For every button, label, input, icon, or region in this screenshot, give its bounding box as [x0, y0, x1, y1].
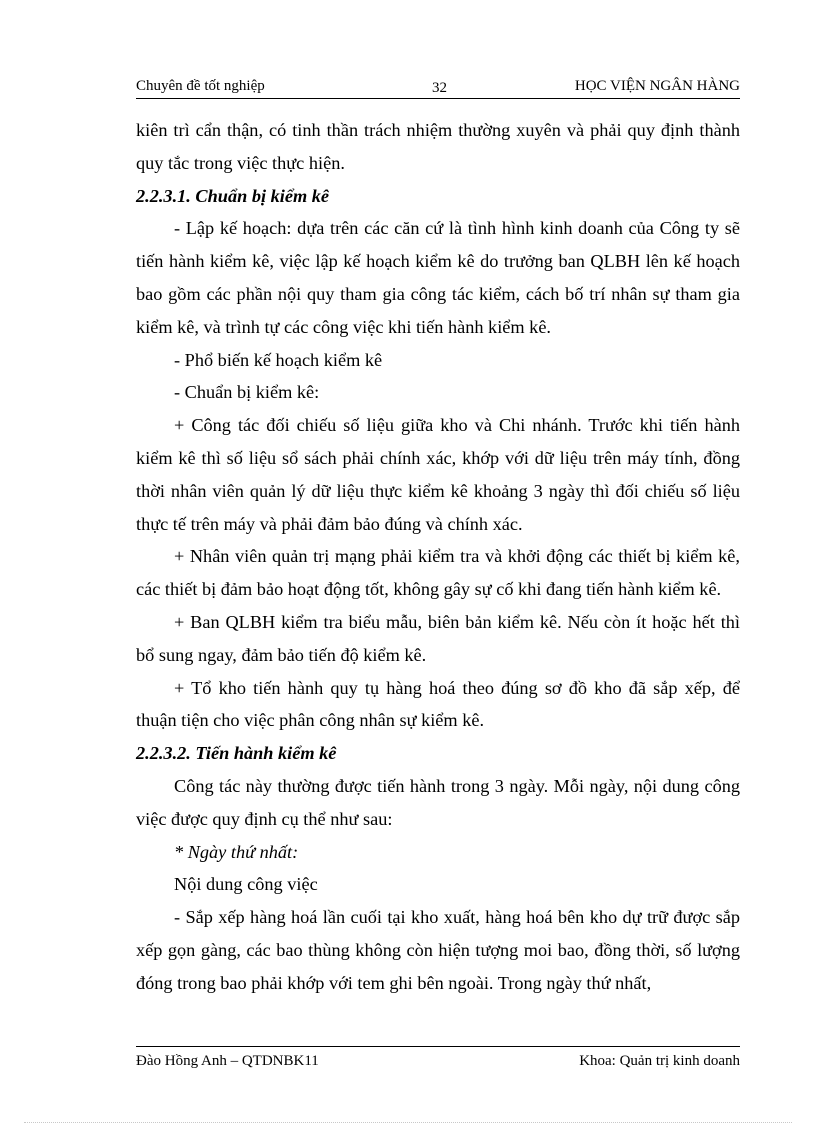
paragraph: + Nhân viên quản trị mạng phải kiểm tra và khởi động các thiết bị kiểm kê, các thiết bị đảm bảo hoạt động tốt, không gây sự cố khi đang tiến hành kiểm kê. [136, 546, 740, 600]
page-footer [136, 1046, 740, 1073]
page-header [136, 76, 740, 99]
paragraph: Công tác này thường được tiến hành trong 3 ngày. Mỗi ngày, nội dung công việc được quy định cụ thể như sau: [136, 775, 740, 829]
paragraph: Nội dung công việc [174, 874, 318, 895]
paragraph: + Tổ kho tiến hành quy tụ hàng hoá theo đúng sơ đồ kho đã sắp xếp, để thuận tiện cho việc phân công nhân sự kiểm kê. [136, 677, 740, 731]
section-heading: 2.2.3.2. Tiến hành kiểm kê [136, 743, 337, 764]
section-heading: 2.2.3.1. Chuẩn bị kiểm kê [136, 185, 329, 206]
page-number: 32 [432, 80, 447, 96]
paragraph: kiên trì cẩn thận, có tinh thần trách nhiệm thường xuyên và phải quy định thành quy tắc trong việc thực hiện. [136, 120, 740, 173]
paragraph: - Lập kế hoạch: dựa trên các căn cứ là tình hình kinh doanh của Công ty sẽ tiến hành kiểm kê, việc lập kế hoạch kiểm kê do trưởng ban QLBH lên kế hoạch bao gồm các phần nội quy tham gia công tác kiểm, cách bố trí nhân sự tham gia kiểm kê, và trình tự các công việc khi tiến hành kiểm kê. [136, 218, 740, 337]
day-label: * Ngày thứ nhất: [174, 841, 299, 862]
paragraph: - Chuẩn bị kiểm kê: [174, 382, 320, 403]
paragraph: + Ban QLBH kiểm tra biểu mẫu, biên bản kiểm kê. Nếu còn ít hoặc hết thì bổ sung ngay, đảm bảo tiến độ kiểm kê. [136, 611, 740, 665]
faculty-name: Khoa: Quản trị kinh doanh [579, 1053, 740, 1069]
paragraph: - Phổ biến kế hoạch kiểm kê [174, 349, 383, 370]
document-title: Chuyên đề tốt nghiệp [136, 78, 265, 94]
author-name: Đào Hồng Anh – QTDNBK11 [136, 1053, 319, 1069]
institution-name: HỌC VIỆN NGÂN HÀNG [574, 78, 740, 94]
paragraph: - Sắp xếp hàng hoá lần cuối tại kho xuất, hàng hoá bên kho dự trữ được sắp xếp gọn gàng, các bao thùng không còn hiện tượng moi bao, đồng thời, số lượng đóng trong bao phải khớp với tem ghi bên ngoài. Trong ngày thứ nhất, [136, 907, 740, 993]
page-body [136, 114, 740, 1000]
paragraph: + Công tác đối chiếu số liệu giữa kho và Chi nhánh. Trước khi tiến hành kiểm kê thì số liệu sổ sách phải chính xác, khớp với dữ liệu trên máy tính, đồng thời nhân viên quản lý dữ liệu thực kiểm kê khoảng 3 ngày thì đối chiếu số liệu thực tế trên máy và phải đảm bảo đúng và chính xác. [136, 415, 740, 534]
